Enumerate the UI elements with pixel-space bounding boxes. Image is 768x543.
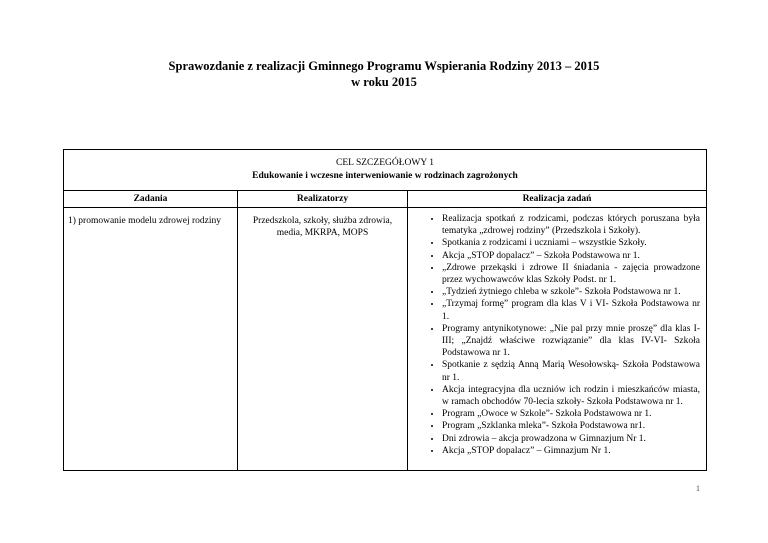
bullet-item: • Program „Szklanka mleka”- Szkoła Podstawowa nr1. <box>442 420 700 432</box>
bullet-item: • Akcja integracyjna dla uczniów ich rodzin i mieszkańców miasta, w ramach obchodów 70-lecia szkoły- Szkoła Podstawowa nr 1. <box>442 384 700 408</box>
cell-realizatorzy <box>238 208 408 471</box>
document-title-line1: Sprawozdanie z realizacji Gminnego Programu Wspierania Rodziny 2013 – 2015 <box>168 59 600 73</box>
column-header-zadania: Zadania <box>64 191 238 208</box>
column-header-row <box>64 191 707 208</box>
column-header-realizacja-zadan: Realizacja zadań <box>408 191 707 208</box>
bullet-item: • Programy antynikotynowe: „Nie pal przy mnie proszę” dla klas I- III; „Znajdź właściwe rozwiązanie” dla klas IV-VI- Szkoła Podstawowa nr 1. <box>442 323 700 360</box>
bullet-item: • „Trzymaj formę” program dla klas V i VI- Szkoła Podstawowa nr 1. <box>442 298 700 322</box>
column-header-realizatorzy: Realizatorzy <box>238 191 408 208</box>
bullet-item: • Realizacja spotkań z rodzicami, podczas których poruszana była tematyka „zdrowej rodziny” (Przedszkola i Szkoły). <box>442 213 700 237</box>
bullet-item: • Akcja „STOP dopalacz” – Szkoła Podstawowa nr 1. <box>442 250 700 262</box>
bullet-item: • Spotkania z rodzicami i uczniami – wszystkie Szkoły. <box>442 237 700 249</box>
cell-realizacja-zadan <box>408 208 707 471</box>
table-row <box>64 208 707 471</box>
bullet-item: • Dni zdrowia – akcja prowadzona w Gimnazjum Nr 1. <box>442 433 700 445</box>
goal-header-cell <box>64 150 707 191</box>
bullet-item: • „Tydzień żytniego chleba w szkole”- Szkoła Podstawowa nr 1. <box>442 286 700 298</box>
page-number: 1 <box>695 483 701 493</box>
bullet-item: • „Zdrowe przekąski i zdrowe II śniadania - zajęcia prowadzone przez wychowawców klas Szkoły Podst. nr 1. <box>442 262 700 286</box>
bullet-item: • Akcja „STOP dopalacz” – Gimnazjum Nr 1. <box>442 445 700 457</box>
goal-title: CEL SZCZEGÓŁOWY 1 <box>336 158 434 168</box>
realizatorzy-text: Przedszkola, szkoły, służba zdrowia, media, MKRPA, MOPS <box>252 216 393 238</box>
goal-header-row <box>64 150 707 191</box>
program-report-table <box>63 149 707 471</box>
goal-subtitle: Edukowanie i wczesne interweniowanie w rodzinach zagrożonych <box>252 171 518 181</box>
bullet-item: • Program „Owoce w Szkole”- Szkoła Podstawowa nr 1. <box>442 408 700 420</box>
cell-zadania <box>64 208 238 471</box>
document-title-line2: w roku 2015 <box>351 75 417 89</box>
document-title <box>0 58 768 90</box>
zadania-text: 1) promowanie modelu zdrowej rodziny <box>68 216 222 226</box>
realizacja-bullet-list <box>408 213 700 457</box>
bullet-item: • Spotkanie z sędzią Anną Marią Wesołowską- Szkoła Podstawowa nr 1. <box>442 359 700 383</box>
